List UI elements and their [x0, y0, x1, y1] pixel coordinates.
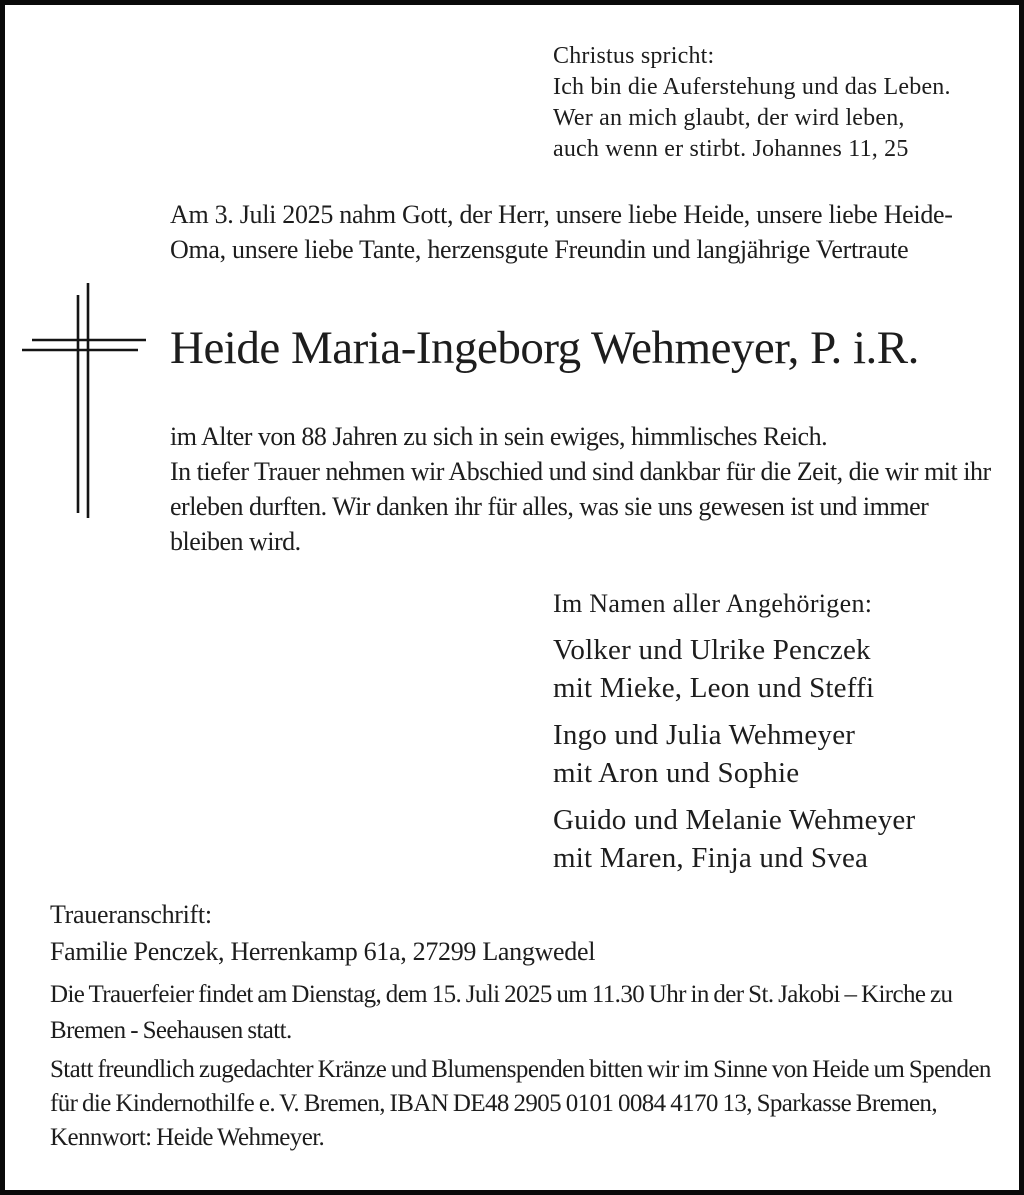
family-children: mit Mieke, Leon und Steffi [553, 672, 875, 704]
family-names: Guido und Melanie Wehmeyer [553, 804, 916, 836]
mourning-address-label: Traueranschrift: [50, 900, 212, 929]
donations-info: Statt freundlich zugedachter Kränze und Blumenspenden bitten wir im Sinne von Heide um Spenden für die Kindernothilfe e. V. Bremen, IBAN DE48 2905 0101 0084 4170 13, Sparkasse Bremen, Kennwort: Heide Wehmeyer. [50, 1056, 991, 1151]
family-children: mit Aron und Sophie [553, 757, 800, 789]
family-entry [553, 631, 915, 707]
tribute-text [170, 419, 994, 559]
family-children: mit Maren, Finja und Svea [553, 842, 869, 874]
mourning-address [50, 896, 595, 970]
scripture-intro: Christus spricht: [553, 43, 715, 69]
family-names: Ingo und Julia Wehmeyer [553, 719, 856, 751]
scripture-line: Ich bin die Auferstehung und das Leben. [553, 74, 951, 100]
deceased-name: Heide Maria-Ingeborg Wehmeyer, P. i.R. [170, 322, 919, 374]
family-names: Volker und Ulrike Penczek [553, 634, 871, 666]
tribute-paragraph: In tiefer Trauer nehmen wir Abschied und sind dankbar für die Zeit, die wir mit ihr erleben durften. Wir danken ihr für alles, was sie uns gewesen ist und immer bleiben wird. [170, 457, 991, 556]
mourners-list [553, 587, 915, 886]
mourners-heading: Im Namen aller Angehörigen: [553, 589, 873, 618]
scripture-line: Wer an mich glaubt, der wird leben, [553, 105, 905, 131]
scripture-quote [553, 41, 951, 165]
family-entry [553, 801, 915, 877]
family-entry [553, 716, 915, 792]
scripture-line: auch wenn er stirbt. Johannes 11, 25 [553, 136, 909, 162]
funeral-service-info: Die Trauerfeier findet am Dienstag, dem 15. Juli 2025 um 11.30 Uhr in der St. Jakobi – Kirche zu Bremen - Seehausen statt. [50, 981, 953, 1044]
death-announcement: Am 3. Juli 2025 nahm Gott, der Herr, unsere liebe Heide, unsere liebe Heide-Oma, unsere liebe Tante, herzensgute Freundin und langjährige Vertraute [170, 200, 953, 264]
mourning-address-value: Familie Penczek, Herrenkamp 61a, 27299 Langwedel [50, 937, 596, 966]
cross-icon [18, 276, 153, 524]
age-line: im Alter von 88 Jahren zu sich in sein ewiges, himmlisches Reich. [170, 422, 828, 451]
